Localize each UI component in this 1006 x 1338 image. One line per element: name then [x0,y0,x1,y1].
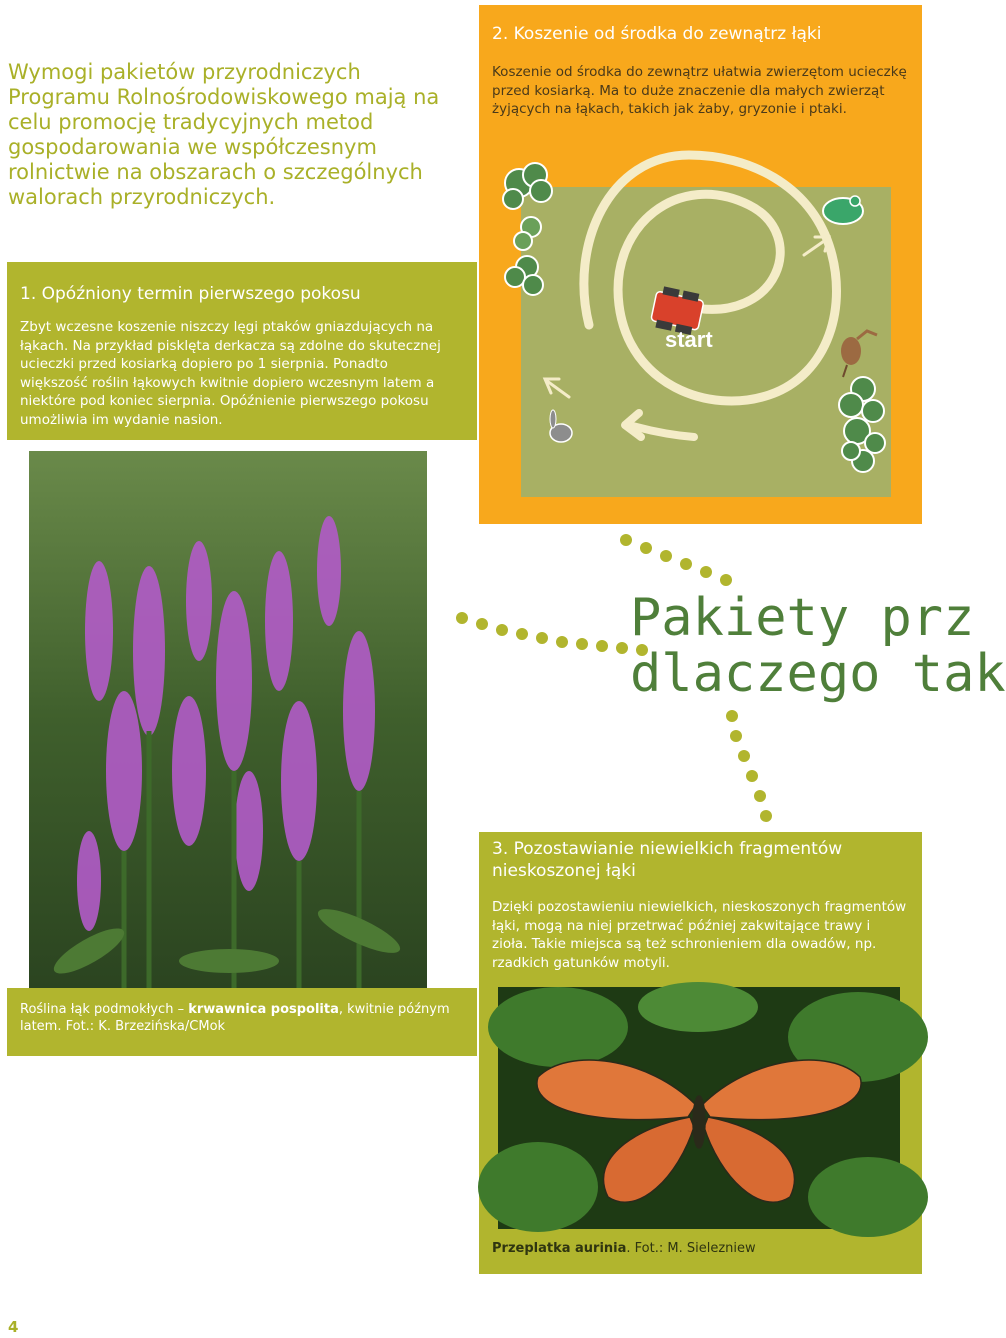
caption-2-species: Przeplatka aurinia [492,1241,627,1256]
section-3-text: Dzięki pozostawieniu niewielkich, nieskoszonych fragmentów łąki, mogą na niej przetrwać później zakwitające trawy i zioła. Takie miejsca są też schronieniem dla owadów, np. rzadkich gatunków motyli. [492,899,907,971]
section-1-text: Zbyt wczesne koszenie niszczy lęgi ptaków gniazdujących na łąkach. Na przykład pisklęta derkacza są zdolne do skutecznej ucieczki przed kosiarką dopiero po 1 sierpnia. Ponadto większość roślin łąkowych kwitnie dopiero wczesnym latem a niektóre pod koniec sierpnia. Opóźnienie pierwszego pokosu umożliwia im wydanie nasion. [20,319,441,428]
loosestrife-illustration [29,451,427,989]
caption-1-suffix: , kwitnie późnym latem. Fot.: K. Brzezińska/CMok [20,1002,450,1034]
butterfly-illustration [498,987,900,1229]
caption-1 [20,1001,450,1035]
intro-text: Wymogi pakietów przyrodniczych Programu Rolnośrodowiskowego mają na celu promocję tradycyjnych metod gospodarowania we współczesnym rolnictwie na obszarach o szczególnych walorach przyrodniczych. [8,60,440,209]
section-1-title: 1. Opóźniony termin pierwszego pokosu [20,284,361,304]
loosestrife-photo [27,449,425,987]
headline [630,588,1006,704]
headline-line-1: Pakiety prz [630,588,975,648]
caption-2-suffix: . Fot.: M. Sielezniew [626,1241,756,1256]
caption-2 [492,1241,756,1256]
section-2-title: 2. Koszenie od środka do zewnątrz łąki [492,24,822,44]
section-3-title: 3. Pozostawianie niewielkich fragmentów nieskoszonej łąki [492,839,843,881]
caption-1-species: krwawnica pospolita [188,1002,339,1017]
start-label: start [665,327,713,352]
mowing-diagram [479,5,922,524]
headline-line-2: dlaczego tak [630,644,1006,704]
caption-1-prefix: Roślina łąk podmokłych – [20,1002,189,1017]
section-2-text: Koszenie od środka do zewnątrz ułatwia zwierzętom ucieczkę przed kosiarką. Ma to duże znaczenie dla małych zwierząt żyjących na łąkach, takich jak żaby, gryzonie i ptaki. [492,64,907,117]
page-number: 4 [8,1318,19,1336]
butterfly-photo [498,987,900,1229]
